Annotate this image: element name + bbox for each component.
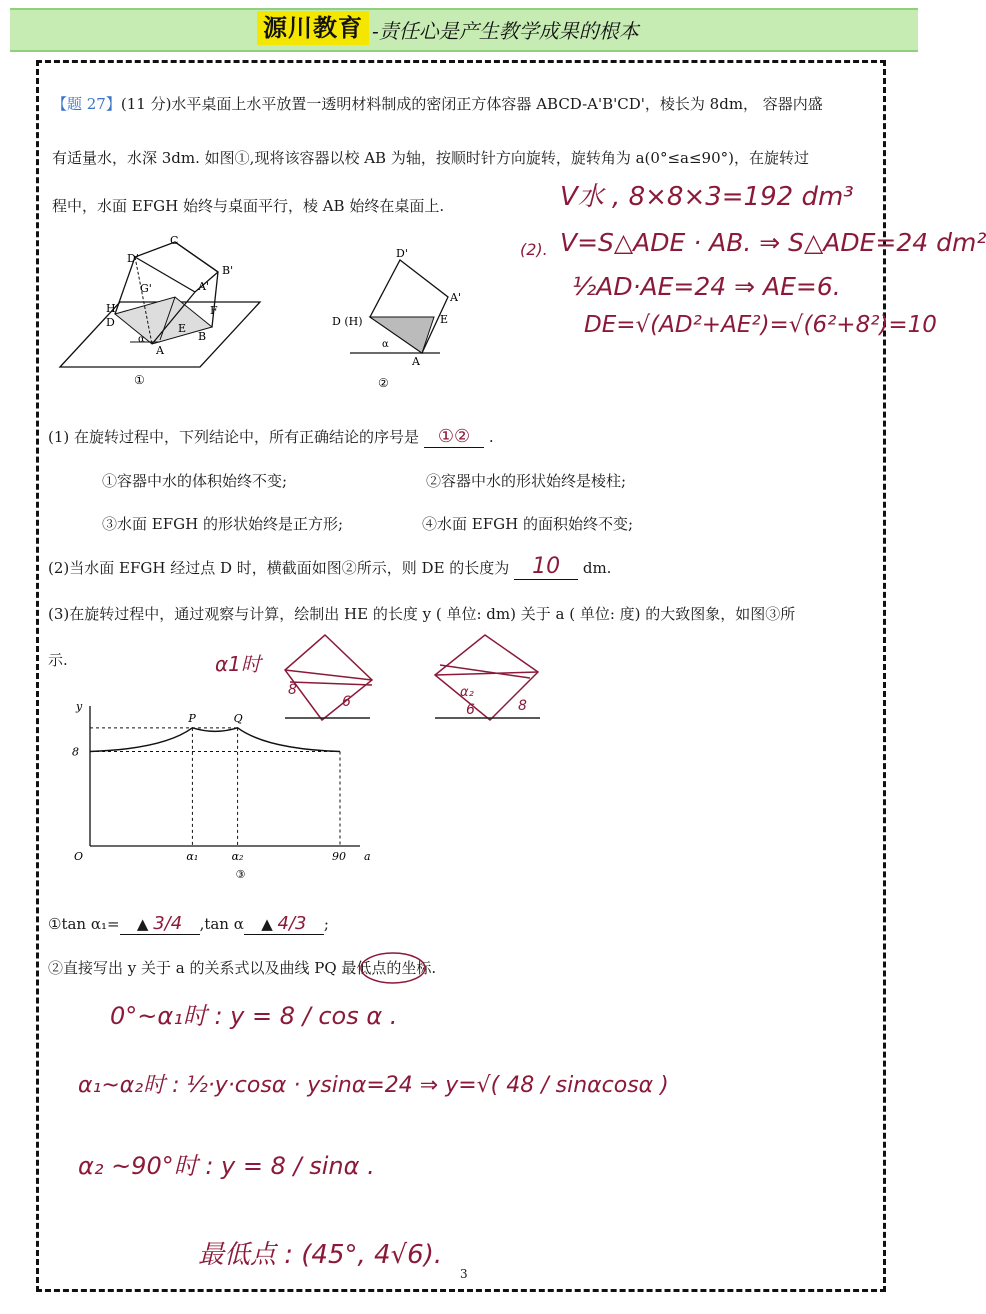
hw-line-c: α₂ ~90°时 : y = 8 / sinα . — [78, 1152, 375, 1180]
fig1-label-alpha: α — [138, 334, 145, 345]
x-tick-origin: O — [74, 850, 84, 863]
option-1: ①容器中水的体积始终不变; — [102, 472, 288, 490]
page-number: 3 — [460, 1267, 468, 1281]
q3a-ans-2: 4/3 — [277, 913, 307, 934]
fig1-label-C: C — [170, 234, 179, 247]
figure-3-chart — [66, 694, 386, 894]
problem-line-1 — [52, 94, 823, 114]
hw-line-b: α₁~α₂时 : ½·y·cosα · ysinα=24 ⇒ y=√( 48 / sinαcosα ) — [78, 1073, 669, 1098]
q3a-ans-1: 3/4 — [153, 913, 183, 934]
fig1-label-A: A — [156, 344, 164, 357]
q3-line-1: (3)在旋转过程中，通过观察与计算，绘制出 HE 的长度 y ( 单位: dm) 关于 a ( 单位: 度) 的大致图象，如图③所 — [48, 605, 796, 623]
x-label: a — [364, 850, 371, 863]
q3a-mid: ,tan α — [199, 915, 244, 933]
point-P: P — [188, 711, 196, 725]
q3a-prefix: ①tan α₁= — [48, 915, 120, 933]
fig1-label-A-prime: A' — [198, 280, 209, 293]
x-tick-a1: α₁ — [186, 850, 199, 863]
fig1-label-D: D — [106, 316, 115, 329]
svg-text:8: 8 — [518, 698, 527, 714]
hw-circle-lowest — [358, 950, 428, 986]
svg-text:8: 8 — [288, 682, 297, 698]
point-Q: Q — [233, 711, 243, 725]
fig1-label-F: F — [210, 304, 218, 317]
y-tick-8: 8 — [72, 745, 79, 759]
fig2-label-DH: D (H) — [332, 315, 363, 328]
fig2-label-A-prime: A' — [450, 291, 461, 304]
option-2: ②容器中水的形状始终是棱柱; — [426, 472, 627, 490]
q3a-blank-1: ▲ 3/4 — [120, 914, 200, 935]
problem-line-1-text: (11 分)水平桌面上水平放置一透明材料制成的密闭正方体容器 ABCD-A'B'CD'，棱长为 8dm， 容器内盛 — [120, 95, 823, 113]
svg-text:6: 6 — [466, 702, 475, 718]
hw-sketch-2 — [430, 630, 550, 720]
q3-line-2: 示. — [48, 651, 68, 669]
problem-line-2: 有适量水，水深 3dm. 如图①,现将该容器以校 AB 为轴，按顺时针方向旋转，旋转角为 a(0°≤a≤90°)，在旋转过 — [52, 149, 809, 167]
problem-tag: 【题 27】 — [52, 95, 121, 113]
svg-text:6: 6 — [342, 694, 351, 710]
q1-answer: ①② — [424, 426, 484, 448]
fig1-label-H: H — [106, 302, 116, 315]
option-4: ④水面 EFGH 的面积始终不变; — [422, 515, 634, 533]
q2-answer: 10 — [514, 554, 578, 580]
hw-lowest-point: 最低点 : (45°, 4√6). — [198, 1240, 443, 1270]
x-tick-a2: α₂ — [231, 850, 244, 863]
x-tick-90: 90 — [332, 850, 346, 863]
hw-part2-label: (2). — [520, 240, 548, 259]
brand-logo: 源川教育 — [257, 11, 369, 45]
hw-volume: V水 , 8×8×3=192 dm³ — [560, 182, 854, 212]
hw-line-a: 0°~α₁时 : y = 8 / cos α . — [110, 1002, 398, 1030]
fig2-label-A: A — [412, 355, 420, 368]
problem-line-3: 程中，水面 EFGH 始终与桌面平行，棱 AB 始终在桌面上. — [52, 197, 445, 215]
figure-1 — [60, 232, 260, 392]
fig1-label-D-prime: D' — [127, 252, 139, 265]
q3a-text — [48, 914, 329, 935]
hw-part2-eq2: ½AD·AE=24 ⇒ AE=6. — [572, 272, 841, 301]
header-slogan: -责任心是产生教学成果的根本 — [372, 19, 639, 43]
y-label: y — [76, 700, 83, 713]
q1-prompt: (1) 在旋转过程中，下列结论中，所有正确结论的序号是 — [48, 428, 420, 446]
q3a-end: ; — [323, 915, 329, 933]
fig2-label-E: E — [440, 313, 449, 326]
fig3-caption: ③ — [235, 868, 246, 881]
svg-text:α₂: α₂ — [460, 685, 474, 700]
q3b-text: ②直接写出 y 关于 a 的关系式以及曲线 PQ 最低点的坐标. — [48, 959, 437, 977]
fig2-caption: ② — [378, 376, 389, 390]
q2-unit: dm. — [582, 559, 612, 577]
q2-prompt: (2)当水面 EFGH 经过点 D 时，横截面如图②所示，则 DE 的长度为 — [48, 559, 510, 577]
q1-end: . — [488, 428, 494, 446]
figure-2 — [330, 245, 470, 405]
hw-a1-note: α1时 — [215, 652, 261, 676]
fig2-label-D-prime: D' — [396, 247, 408, 260]
series-curve — [90, 728, 340, 752]
fig1-label-B: B — [198, 330, 207, 343]
fig1-label-G: G' — [140, 282, 152, 295]
fig2-label-alpha: α — [382, 339, 389, 350]
fig1-label-B-prime: B' — [222, 264, 234, 277]
fig1-caption: ① — [134, 373, 145, 387]
q3a-blank-2: ▲ 4/3 — [244, 914, 324, 935]
q2-text — [48, 554, 612, 579]
q1-text — [48, 427, 494, 447]
fig1-label-E: E — [178, 322, 187, 335]
hw-part2-eq: V=S△ADE · AB. ⇒ S△ADE=24 dm² — [560, 228, 986, 257]
option-3: ③水面 EFGH 的形状始终是正方形; — [102, 515, 344, 533]
hw-part2-eq3: DE=√(AD²+AE²)=√(6²+8²)=10 — [584, 312, 937, 338]
